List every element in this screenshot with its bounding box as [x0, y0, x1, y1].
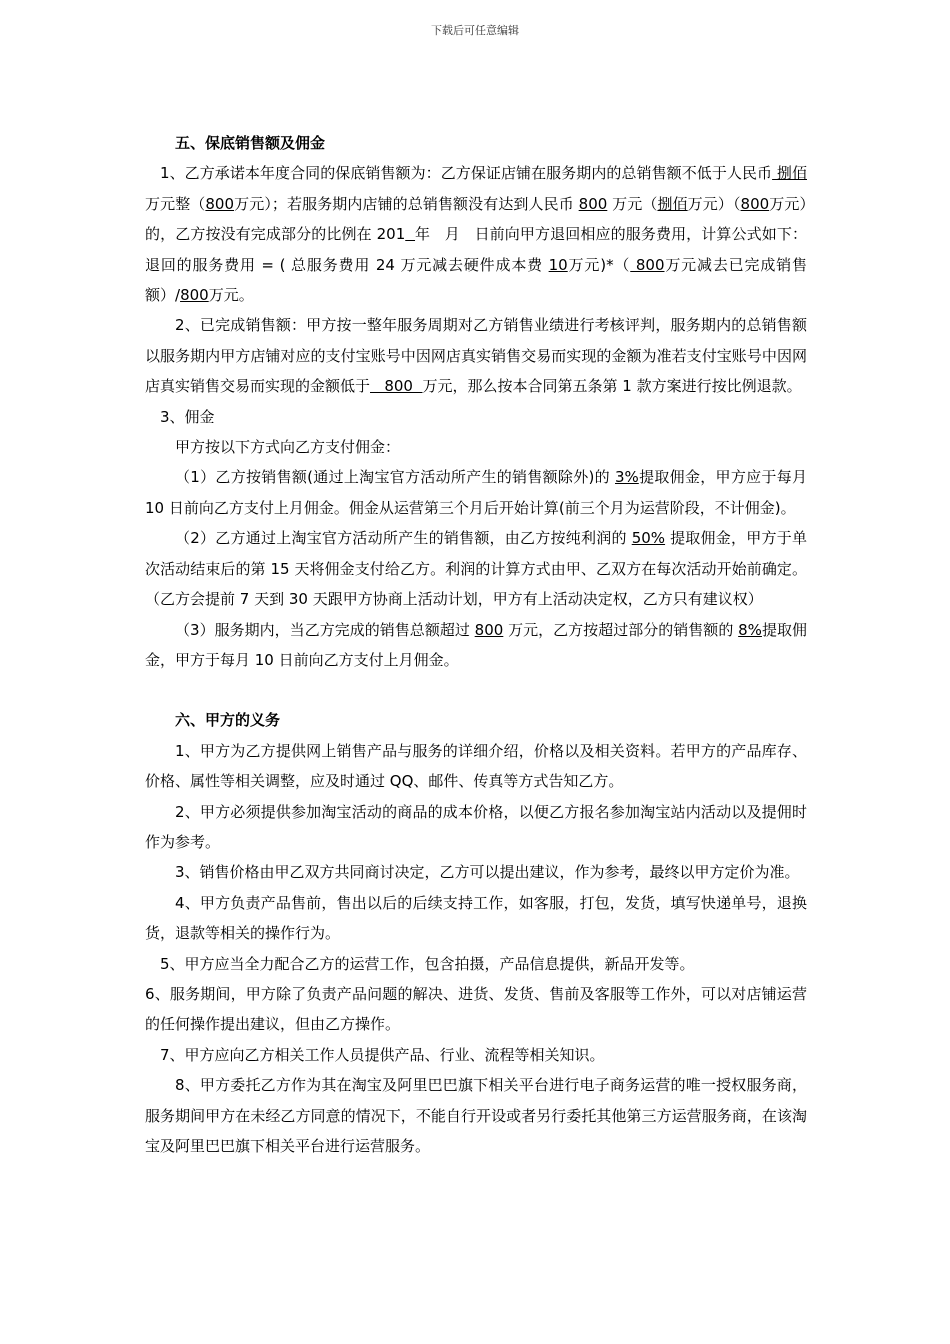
text: 提取佣金，甲方于单次活动结束后的第 15 天将佣金支付给乙方。利润的计算方式由甲、乙双方在每次活动开始前确定。（乙方会提前 7 天到 30 天跟甲方协商上活动计划，甲方有上活动决定权，乙方只有建议权） — [145, 529, 807, 609]
text: 2、已完成销售额：甲方按一整年服务周期对乙方销售业绩进行考核评判，服务期内的总销售额以服务期内甲方店铺对应的支付宝账号中因网店真实销售交易而实现的金额为准若支付宝账号中因网店真实销售交易而实现的金额低于 — [145, 316, 807, 396]
page-header-note: 下载后可任意编辑 — [431, 24, 519, 37]
text: 提取佣金，甲方应于每月 10 日前向乙方支付上月佣金。佣金从运营第三个月后开始计算(前三个月为运营阶段，不计佣金)。 — [145, 468, 807, 517]
text: 万元，那么按本合同第五条第 1 款方案进行按比例退款。 — [422, 377, 802, 396]
commission-clause-1 — [145, 462, 807, 523]
section-5-commission-intro: 甲方按以下方式向乙方支付佣金： — [175, 438, 401, 457]
section-6-item-5: 5、甲方应当全力配合乙方的运营工作，包含拍摄，产品信息提供，新品开发等。 — [160, 954, 695, 973]
text: 万元整（ — [145, 194, 206, 213]
document-body — [145, 128, 807, 1161]
section-6-item-6: 6、服务期间，甲方除了负责产品问题的解决、进货、发货、售前及客服等工作外，可以对店铺运营的任何操作提出建议，但由乙方操作。 — [145, 984, 807, 1034]
underlined-amount: 800 — [578, 194, 608, 213]
text: 万元）；若服务期内店铺的总销售额没有达到人民币 — [234, 194, 579, 213]
text: （1）乙方按销售额(通过上淘宝官方活动所产生的销售额除外)的 — [175, 468, 615, 487]
commission-clause-3 — [145, 615, 807, 676]
commission-clause-2 — [145, 523, 807, 614]
underlined-blank — [405, 225, 415, 243]
underlined-amount: 800 — [370, 377, 423, 396]
section-6-item-7: 7、甲方应向乙方相关工作人员提供产品、行业、流程等相关知识。 — [160, 1045, 605, 1064]
section-5-title: 五、保底销售额及佣金 — [175, 134, 326, 152]
text: 万元）的，乙方按没有完成部分的比例在 201 — [145, 194, 807, 244]
underlined-amount: 10 — [548, 255, 568, 274]
underlined-percent: 3% — [615, 468, 639, 487]
text: 万元减去已完成销售额）/ — [145, 255, 807, 305]
section-6-title: 六、甲方的义务 — [175, 711, 281, 730]
text: 万元，乙方按超过部分的销售额的 — [503, 620, 739, 639]
section-6-item-3: 3、销售价格由甲乙双方共同商讨决定，乙方可以提出建议，作为参考，最终以甲方定价为准。 — [175, 863, 800, 882]
section-spacer — [145, 675, 807, 705]
text: 万元。 — [208, 286, 254, 305]
text: （2）乙方通过上淘宝官方活动所产生的销售额，由乙方按纯利润的 — [175, 529, 632, 548]
text: 万元）（ — [687, 194, 741, 213]
section-5-paragraph-3-title: 3、佣金 — [160, 407, 215, 426]
section-6-item-1: 1、甲方为乙方提供网上销售产品与服务的详细介绍，价格以及相关资料。若甲方的产品库存、价格、属性等相关调整，应及时通过 QQ、邮件、传真等方式告知乙方。 — [145, 741, 807, 791]
section-5-paragraph-1 — [145, 158, 807, 310]
underlined-amount: 捌佰 — [772, 164, 807, 183]
underlined-amount: 捌佰 — [657, 194, 688, 213]
section-6-item-2: 2、甲方必须提供参加淘宝活动的商品的成本价格，以便乙方报名参加淘宝站内活动以及提佣时作为参考。 — [145, 802, 807, 851]
text: 年 月 日前向甲方退回相应的服务费用，计算公式如下：退回的服务费用 = ( 总服务费用 24 万元减去硬件成本费 — [145, 225, 807, 274]
underlined-percent: 8% — [738, 620, 762, 639]
underlined-amount: 800 — [205, 194, 235, 213]
underlined-amount: 800 — [630, 255, 665, 274]
underlined-amount: 800 — [180, 286, 209, 305]
underlined-percent: 50% — [631, 529, 666, 548]
underlined-amount: 800 — [740, 194, 770, 213]
section-6-item-4: 4、甲方负责产品售前，售出以后的后续支持工作，如客服，打包，发货，填写快递单号，退换货，退款等相关的操作行为。 — [145, 893, 807, 943]
section-5-paragraph-2 — [145, 310, 807, 401]
text: 万元（ — [607, 194, 658, 213]
text: （3）服务期内，当乙方完成的销售总额超过 — [175, 620, 475, 639]
text: 提取佣金，甲方于每月 10 日前向乙方支付上月佣金。 — [145, 620, 807, 669]
text: 万元)*（ — [567, 255, 631, 274]
section-6-item-8: 8、甲方委托乙方作为其在淘宝及阿里巴巴旗下相关平台进行电子商务运营的唯一授权服务商，服务期间甲方在未经乙方同意的情况下，不能自行开设或者另行委托其他第三方运营服务商，在该淘宝及阿里巴巴旗下相关平台进行运营服务。 — [145, 1076, 807, 1155]
underlined-amount: 800 — [474, 620, 504, 639]
text: 1、乙方承诺本年度合同的保底销售额为：乙方保证店铺在服务期内的总销售额不低于人民币 — [160, 164, 773, 183]
